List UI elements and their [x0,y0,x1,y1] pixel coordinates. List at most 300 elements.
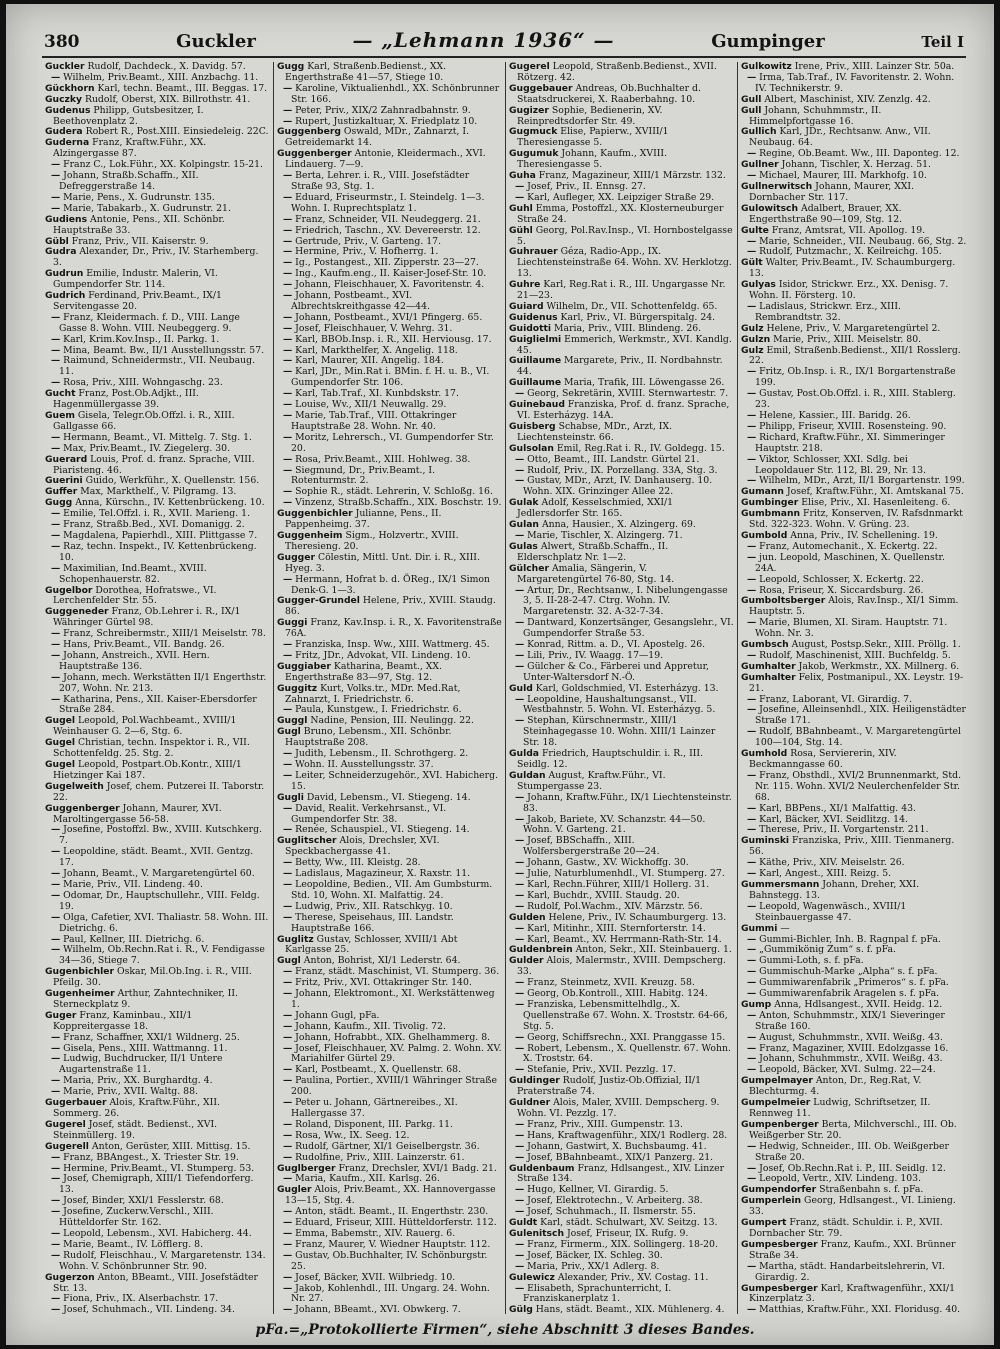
entry-name: — [283,966,293,978]
entry-name: — [283,988,293,1000]
entry-name: — [51,311,61,323]
entry-name: Gullner [741,159,779,171]
entry-details: Karl, BBOb.Insp. i. R., XII. Herviousg. 17. [292,333,492,345]
entry-details: Philipp, Friseur, XVIII. Rosensteing. 90. [756,420,947,432]
entry-name: Guggenberg [277,126,341,138]
entry-details: Leopold, Vertr., XIV. Lindeng. 103. [756,1173,922,1185]
directory-entry [45,716,270,738]
entry-name: Guggebauer [509,82,573,94]
directory-entry [45,1120,270,1142]
entry-details: Rosa, Serviererin, XIV. Beckmanngasse 60. [749,748,897,770]
directory-entry [741,1120,967,1142]
entry-name: — [51,628,61,640]
entry-name: — [747,1140,757,1152]
entry-details: Regine, Ob.Beamt. Ww., III. Daponteg. 12. [756,148,960,160]
entry-name: Gugenbichler [45,966,115,978]
directory-entry [45,586,270,608]
entry-details: Franz, Schreibermstr., XIII/1 Meiselstr. 78. [60,628,266,640]
directory-entry [509,476,734,498]
entry-details: Franz C., Lok.Führ., XX. Kolpingstr. 15-21. [60,159,264,171]
entry-name: — [747,933,757,945]
directory-entry [45,542,270,564]
entry-name: Gugerel [45,1118,86,1130]
entry-details: — [777,922,790,934]
directory-entry [741,771,967,804]
directory-entry [741,1196,967,1218]
directory-entry [45,171,270,193]
entry-name: — [283,769,293,781]
entry-name: Gugmuck [509,126,558,138]
entry-details: Karl, Aufleger, XX. Leipziger Straße 29. [524,191,715,203]
entry-details: Hermine, Priv., V. Hofherrg. 1. [292,246,439,258]
directory-entry [277,1251,502,1273]
entry-name: Gühl [509,224,533,236]
entry-name: Gullnerwitsch [741,180,813,192]
entry-name: — [51,911,61,923]
directory-entry [45,738,270,760]
directory-entry [509,836,734,858]
entry-name: Gumpert [741,1217,787,1229]
entry-details: Franz, Schneider, VII. Neudeggerg. 21. [292,213,481,225]
entry-name: — [515,715,525,727]
directory-entry [45,389,270,411]
entry-details: Alois, Kraftw.Führ., XII. Sommerg. 26. [53,1097,220,1119]
entry-name: — [51,944,61,956]
entry-name: — [747,366,757,378]
entry-details: Gummischuh-Marke „Alpha“ s. f. pFa. [756,966,938,978]
entry-details: Leopold, Schlosser, X. Eckertg. 22. [756,573,924,585]
entry-name: — [747,431,757,443]
entry-name: Gugg [45,497,73,509]
entry-details: Sigm., Holzvertr., XVIII. Theresieng. 20. [285,529,459,552]
entry-details: Philipp, Gutsbesitzer, I. Beethovenplatz 2. [53,104,204,127]
entry-name: Guldenbrein [509,944,573,956]
entry-name: — [51,1031,61,1043]
entry-details: Franziska, Prof. d. franz. Sprache, VI. Esterházyg. 14A. [517,399,730,421]
entry-details: Lili, Priv., IV. Waagg. 17—19. [524,649,664,661]
entry-name: — [747,726,757,738]
entry-details: Rudolfine, Priv., XIII. Lainzerstr. 61. [292,1151,465,1163]
entry-details: Antonie, Pens., XII. Schönbr. Hauptstraße 33. [53,213,225,236]
entry-name: — [515,660,525,672]
entry-name: Gübl [45,235,69,247]
entry-name: Guidotti [509,322,552,334]
entry-details: Alois, Drechsler, XVI. Speckbachergasse 41. [285,835,440,858]
entry-name: — [515,1238,525,1250]
entry-name: Gugerell [45,1140,89,1152]
directory-entry [45,967,270,989]
entry-details: Josef, Schuhmach., II. Ilsmerstr. 55. [524,1206,696,1218]
entry-name: Gugelbor [45,584,93,596]
entry-details: Alois, Maler, XVIII. Dempscherg. 9. Wohn. VI. Pezzlg. 17. [517,1097,720,1119]
entry-name: — [515,977,525,989]
entry-details: August, Kraftw.Führ., VI. Stumpergasse 23. [517,769,666,792]
entry-name: — [747,1009,757,1021]
entry-details: August, Schuhmmstr., XVII. Weißg. 43. [756,1031,943,1043]
column-1 [42,62,274,1314]
entry-name: Gumbold [741,529,788,541]
entry-name: — [51,868,61,880]
entry-name: Gugel [45,715,76,727]
entry-details: Alexander, Priv., XV. Costag. 11. [554,1271,709,1283]
entry-name: Gulyas [741,279,776,291]
entry-details: Karl, techn. Beamt., III. Beggas. 17. [94,82,268,94]
entry-details: Karl, Rechn.Führer, XIII/1 Hollerg. 31. [524,878,710,890]
entry-name: — [51,71,61,83]
entry-details: Paula, Kunstgew., I. Friedrichstr. 6. [292,704,462,716]
entry-details: Louis, Prof. d. franz. Sprache, VIII. Piaristeng. 46. [53,453,255,476]
directory-entry [277,662,502,684]
entry-details: Karl, JDr., Min.Rat i. BMin. f. H. u. B., VI. Gumpendorfer Str. 106. [291,366,490,389]
entry-name: Gulte [741,224,769,236]
entry-name: Gückhorn [45,82,95,94]
directory-entry [741,1076,967,1098]
entry-details: Therese, Priv., II. Vorgartenstr. 211. [756,824,929,836]
directory-entry [277,1305,502,1314]
entry-name: — [515,922,525,934]
entry-name: — [51,1249,61,1261]
entry-name: — [51,1151,61,1163]
entry-name: — [515,388,525,400]
directory-entry [45,607,270,629]
entry-name: Guinebaud [509,399,565,411]
entry-name: — [515,1206,525,1218]
entry-details: Franz, Automechanit., X. Eckertg. 22. [756,540,938,552]
entry-name: — [747,1064,757,1076]
entry-details: Rudolf, Pol.Wachm., XIV. Märzstr. 56. [524,900,703,912]
entry-details: Johann, Kaufm., XII. Tivolig. 72. [292,1020,446,1032]
entry-details: Ludwig, Buchdrucker, II/1 Untere Augartenstraße 11. [59,1053,223,1076]
directory-entry [741,749,967,771]
directory-entry [277,291,502,313]
entry-details: Karl, Beamt., XV. Herrmann-Rath-Str. 14. [524,933,722,945]
entry-name: — [283,1097,293,1109]
entry-name: — [747,584,757,596]
entry-name: Gumhalter [741,660,796,672]
entry-details: Artur, Dr., Rechtsanw., I. Nibelungengasse 3, 5. II-28-2-47. Ctrg. Wohn. IV. Margaretenstr. 32. A-32-7-34. [523,584,728,618]
directory-entry [509,1044,734,1066]
entry-name: — [283,213,293,225]
entry-details: Leopoldine, Bedien., VII. Am Gumbsturm. Std. 10, Wohn. XI. Malfattig. 24. [291,878,493,901]
directory-entry [509,498,734,520]
entry-name: Guidenus [509,311,558,323]
entry-name: — [747,944,757,956]
entry-details: Renée, Schauspiel., VI. Stiegeng. 14. [292,824,470,836]
directory-entry [45,1011,270,1033]
entry-details: Rudolf, Priv., IX. Porzellang. 33A, Stg. 3. [524,464,718,476]
entry-details: Emma, Postoffzl., XX. Klosterneuburger Straße 24. [517,202,724,225]
entry-name: — [747,900,757,912]
entry-details: Helene, Priv., V. Margaretengürtel 2. [763,322,941,334]
entry-name: — [747,410,757,421]
entry-name: Gulz [741,344,764,356]
entry-details: Leopold, Lebensm., XVI. Habicherg. 44. [60,1227,252,1239]
entry-name: Gumbsch [741,639,789,651]
entry-name: — [747,813,757,825]
directory-entry [45,1207,270,1229]
entry-name: — [283,911,293,923]
directory-entry [509,106,734,128]
entry-details: Franz, BBAngest., X. Triester Str. 19. [60,1151,239,1163]
entry-details: Betty, Ww., III. Kleistg. 28. [292,857,421,869]
entry-name: Gull [741,104,762,116]
entry-name: Guhl [509,202,533,214]
entry-details: Irma, Tab.Traf., IV. Favoritenstr. 2. Wohn. IV. Technikerstr. 9. [755,71,955,94]
entry-name: — [51,529,61,541]
entry-details: Michael, Maurer, III. Markhofg. 10. [756,170,927,182]
entry-name: Gumpenberger [741,1118,819,1130]
entry-name: — [283,1118,293,1130]
entry-details: Georg, Hdlsangest., VI. Linieng. 33. [749,1195,956,1218]
entry-details: Emma, Babemstr., XIV. Rauerg. 6. [292,1227,456,1239]
entry-name: — [515,180,525,192]
entry-name: — [283,431,293,443]
entry-name: — [747,977,757,989]
directory-entry [277,531,502,553]
directory-entry [277,127,502,149]
entry-name: Gulenitsch [509,1227,564,1239]
entry-name: — [283,486,293,498]
entry-name: — [515,464,525,476]
entry-details: Johann, Tischler, X. Herzag. 51. [778,159,932,171]
directory-page [6,4,994,1345]
entry-name: — [747,1031,757,1043]
directory-entry [509,586,734,619]
entry-name: — [747,649,757,661]
entry-details: Emilie, Industr. Malerin, VI. Gumpendorfer Str. 114. [53,268,218,291]
entry-details: Hedwig, Schneider., III. Ob. Weißgerber Straße 20. [755,1140,949,1163]
entry-name: — [515,1140,525,1152]
entry-details: Alois, Malermstr., XVIII. Dempscherg. 33. [517,955,726,978]
entry-details: Irene, Priv., XIII. Lainzer Str. 50a. [791,62,955,72]
entry-details: Helene, Priv., IV. Schaumburgerg. 13. [545,911,727,923]
directory-entry [45,695,270,717]
entry-name: Gulder [509,955,544,967]
entry-details: Maximilian, Ind.Beamt., XVIII. Schopenhauerstr. 82. [59,562,207,585]
directory-entry [45,138,270,160]
entry-details: Josef, städt. Bedienst., XVI. Steinmüllerg. 19. [53,1118,218,1141]
entry-details: Marie, Schneider., VII. Neubaug. 66, Stg. 2. [756,235,967,247]
entry-name: — [283,366,293,378]
directory-entry [45,1251,270,1273]
entry-name: — [51,431,61,443]
entry-details: Josef, Chemigraph, XIII/1 Tiefendorferg. 13. [59,1173,254,1196]
entry-name: Gulan [509,519,539,531]
entry-name: — [747,235,757,247]
entry-details: Karl, Angest., XIII. Reizg. 5. [756,868,892,880]
directory-entry [45,651,270,673]
entry-name: Guminski [741,835,790,847]
directory-entry [277,935,502,957]
entry-name: — [747,617,757,629]
entry-details: Berta, Milchverschl., III. Ob. Weißgerber Str. 20. [749,1118,957,1141]
entry-name: — [747,1162,757,1174]
entry-name: Gugelweith [45,780,104,792]
directory-entry [45,313,270,335]
entry-name: — [283,82,293,94]
entry-details: Anton, Dr., Reg.Rat, V. Blechturmg. 4. [749,1075,922,1098]
directory-entry [45,291,270,313]
entry-name: — [747,802,757,814]
entry-name: Guggitz [277,682,318,694]
entry-name: Gudera [45,126,83,138]
entry-name: — [283,573,293,585]
entry-details: Christian, techn. Inspektor i. R., VII. Schottenfeldg. 25. Stg. 2. [53,737,250,760]
entry-details: Josef, Binder, XXI/1 Fesslerstr. 68. [60,1195,224,1207]
entry-details: Matthias, Kraftw.Führ., XXI. Floridusg. 40. [756,1304,961,1314]
first-entry-heading: Guckler [176,31,256,52]
entry-details: Gummiwarenfabrik Aragelen s. f. pFa. [756,988,940,1000]
entry-name: — [283,1173,293,1185]
entry-details: Nadine, Pension, III. Neulingg. 22. [307,715,474,727]
directory-entry [277,84,502,106]
entry-details: Marie, Tabakarb., X. Gudrunstr. 21. [60,202,231,214]
entry-name: — [515,1118,525,1130]
entry-name: — [283,115,293,127]
entry-name: — [283,410,293,421]
entry-name: — [283,1140,293,1152]
directory-entry [45,760,270,782]
entry-details: Therese, Speisehaus, III. Landstr. Hauptstraße 166. [291,911,454,934]
entry-name: — [515,998,525,1010]
entry-name: Gugel [45,759,76,770]
entry-name: Gumpesberger [741,1282,818,1294]
entry-name: — [51,878,61,890]
entry-details: Josef, Elektrotechn., V. Arbeiterg. 38. [524,1195,703,1207]
directory-entry [277,149,502,171]
entry-details: Judith, Lebensm., II. Schrothgerg. 2. [292,748,469,760]
entry-name: Guger [45,1009,77,1021]
entry-name: — [51,1238,61,1250]
entry-details: Sophie R., städt. Lehrerin, V. Schloßg. 16. [292,486,493,498]
entry-name: — [283,1129,293,1141]
directory-entry [277,836,502,858]
directory-entry [277,913,502,935]
directory-entry [45,825,270,847]
entry-details: Adalbert, Brauer, XX. Engerthstraße 90—109, Stg. 12. [749,202,903,225]
entry-details: Jakob, Bariete, XV. Schanzstr. 44—50. Wohn. V. Garteng. 21. [523,813,706,836]
entry-details: Maria, Trafik, III. Löwengasse 26. [561,377,725,389]
entry-details: Katharina, Pens., XII. Kaiser-Ebersdorfer Straße 284. [59,693,257,716]
directory-entry [45,782,270,804]
directory-entry [741,673,967,695]
directory-entry [741,280,967,302]
entry-details: Marie, Beamt., IV. Löfflerg. 8. [60,1238,204,1250]
directory-entry [277,509,502,531]
entry-details: Franz, Ob.Lehrer i. R., IX/1 Währinger Gürtel 98. [53,606,241,629]
entry-details: David, Realit. Verkehrsanst., VI. Gumpendorfer Str. 38. [291,802,447,825]
entry-details: Franz, Kaufm., XXI. Brünner Straße 34. [749,1238,956,1261]
directory-entry [741,902,967,924]
entry-name: — [515,1195,525,1207]
directory-entry [741,1262,967,1284]
entry-details: Johann, Postbeamt., XVI/1 Pfingerg. 65. [292,311,483,323]
entry-name: Guillaume [509,377,562,389]
directory-entry [741,836,967,858]
entry-details: Anton, städt. Beamt., II. Engerthstr. 230. [292,1206,489,1218]
entry-details: jun. Leopold, Maschinen, X. Quellenstr. 24A. [755,551,945,574]
entry-name: — [283,1206,293,1218]
entry-name: — [515,453,525,465]
directory-entry [741,302,967,324]
entry-details: Helene, Kassier., III. Baridg. 26. [756,410,911,421]
entry-details: Johann, mech. Werkstätten II/1 Engerthstr. 207, Wohn. Nr. 213. [59,671,267,694]
entry-details: Rudolf, Dachdeck., X. Davidg. 57. [84,62,246,72]
entry-name: Gugler [277,1184,312,1196]
entry-details: Leopold, Wagenwäsch., XVIII/1 Steinbauergasse 47. [755,900,907,923]
entry-details: Hans, städt. Beamt., XIX. Mühlenerg. 4. [532,1304,725,1314]
entry-details: Josef, BBahnbeamt., XIX/1 Panzerg. 21. [524,1151,714,1163]
entry-details: Franz, Kleidermach. f. D., VIII. Lange Gasse 8. Wohn. VIII. Neubeggerg. 9. [59,311,240,334]
entry-name: Gumpesberger [741,1238,818,1250]
entry-details: Cölestin, Mittl. Unt. Dir. i. R., XIII. Hyeg. 3. [285,551,480,574]
entry-name: — [283,355,293,367]
entry-name: — [283,257,293,269]
directory-entry [509,84,734,106]
entry-details: Peter, Priv., XIX/2 Zahnradbahnstr. 9. [292,104,471,116]
entry-details: Karl, BBPens., XI/1 Malfattig. 43. [756,802,916,814]
entry-name: Guggenheim [277,529,343,541]
entry-name: — [283,1042,293,1054]
entry-details: Leopoldine, Haushaltungsanst., VII. Westbahnstr. 5. Wohn. VI. Esterházyg. 5. [523,693,716,716]
entry-details: Johann, Dreher, XXI. Bahnstegg. 13. [749,878,920,901]
entry-name: — [747,868,757,880]
directory-entry [509,247,734,280]
entry-details: Guido, Werkführ., X. Quellenstr. 156. [82,475,260,487]
directory-entry [741,127,967,149]
entry-name: — [51,377,61,389]
entry-details: Gisela, Pens., XIII. Wattmanng. 11. [60,1042,228,1054]
entry-details: Gustav, Schlosser, XVIII/1 Abt Karlgasse 25. [285,933,458,956]
entry-details: Alois, Rav.Insp., XI/1 Simm. Hauptstr. 5. [749,595,959,618]
entry-name: Gulowitsch [741,202,799,214]
entry-details: Franz, Laborant, VI. Girardig. 7. [756,693,913,705]
entry-name: — [51,344,61,356]
entry-details: Stephan, Kürschnermstr., XIII/1 Steinhagegasse 10. Wohn. XIII/1 Lainzer Str. 18. [523,715,716,749]
entry-name: Gumhalter [741,671,796,683]
entry-name: — [515,868,525,880]
page-header [44,28,964,54]
entry-details: Franziska, Priv., XIII. Tienmanerg. 56. [749,835,955,858]
entry-details: Richard, Kraftw.Führ., XI. Simmeringer Hauptstr. 218. [755,431,945,454]
entry-details: Ferdinand, Priv.Beamt., IX/1 Servitengasse 20. [53,290,222,312]
entry-details: Wilhelm, Dr., VII. Schottenfeldg. 65. [543,300,718,312]
entry-details: Ig., Postangest., XII. Zipperstr. 23—27. [292,257,479,269]
entry-details: Max, Markthelf., V. Pilgramg. 13. [77,486,237,498]
entry-name: — [283,1031,293,1043]
entry-details: Elisabeth, Sprachunterricht, I. Franziskanerplatz 1. [523,1282,672,1305]
entry-details: Franz, Obsthdl., XVI/2 Brunnenmarkt, Std. Nr. 115. Wohn. XVI/2 Neulerchenfelder Str. 68. [755,769,962,803]
entry-details: Stefanie, Priv., XVII. Pezzlg. 17. [524,1064,677,1076]
entry-name: Guld [509,682,533,694]
entry-name: — [515,988,525,1000]
entry-details: Olga, Cafetier, XVI. Thaliastr. 58. Wohn. III. Dietrichg. 6. [59,911,269,934]
entry-details: Straßenbahn s. f. pFa. [816,1184,924,1196]
entry-details: Leiter, Schneiderzugehör., XVI. Habicherg. 15. [291,769,499,792]
header-rule [42,56,966,58]
directory-entry [277,1044,502,1066]
entry-details: Odomar, Dr., Hauptschullehr., VIII. Feldg. 19. [59,889,260,912]
entry-details: Franz, Magaziner, XVIII. Edolzgasse 16. [756,1042,949,1054]
entry-name: — [515,889,525,901]
entry-details: Andreas, Ob.Buchhalter d. Staatsdruckerei, X. Raaberbahng. 10. [517,82,701,105]
directory-entry [509,815,734,837]
entry-details: Karl, Markthelfer, X. Angelig. 118. [292,344,458,356]
entry-name: — [747,704,757,716]
directory-entry [741,389,967,411]
entry-name: — [515,1249,525,1261]
directory-entry [509,1284,734,1306]
